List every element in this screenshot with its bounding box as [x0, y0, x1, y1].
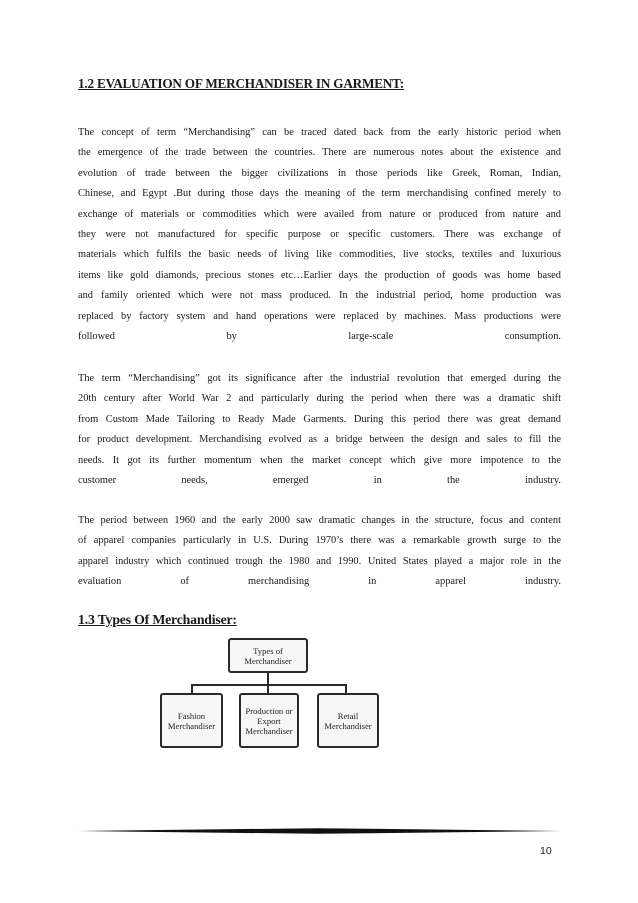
diagram-child-line: Merchandiser: [245, 725, 293, 736]
paragraph-period-1960-2000: [78, 511, 561, 593]
paragraph-line: customer needs, emerged in the industry.: [78, 475, 561, 487]
paragraph-term-significance: [78, 369, 561, 491]
paragraph-line: needs. It got its further momentum when the market concept which give more impotence to the: [78, 454, 561, 466]
paragraph-line: followed by large-scale consumption.: [78, 331, 561, 343]
paragraph-line: exchange of materials or commodities which were availed from nature or produced from nature and: [78, 208, 561, 220]
paragraph-line: for product development. Merchandising evolved as a bridge between the design and sales to fill the: [78, 434, 561, 446]
diagram-root-box: [228, 638, 308, 673]
paragraph-concept-of-merchandising: [78, 123, 561, 347]
diagram-child-line: Export: [257, 715, 281, 726]
diagram-child-line: Production or: [245, 705, 293, 716]
paragraph-line: the emergence of the trade between the countries. There are numerous notes about the existence and: [78, 147, 561, 159]
paragraph-line: replaced by factory system and hand operations were replaced by machines. Mass productions were: [78, 310, 561, 322]
paragraph-line: from Custom Made Tailoring to Ready Made Garments. During this period there was great demand: [78, 413, 561, 425]
paragraph-line: and family oriented which were not mass produced. In the industrial period, home production was: [78, 290, 561, 302]
section-heading-1-3: 1.3 Types Of Merchandiser:: [78, 612, 237, 627]
footer-divider: [78, 828, 561, 834]
paragraph-line: apparel industry which continued trough the 1980 and 1990. United States played a major role in the: [78, 555, 561, 567]
diagram-connector: [267, 684, 269, 693]
diagram-child-line: Merchandiser: [324, 720, 372, 731]
paragraph-line: materials which fulfils the basic needs of living like commodities, live stocks, textiles and luxurious: [78, 249, 561, 261]
diagram-root-line: Merchandiser: [244, 655, 292, 666]
paragraph-line: The term “Merchandising” got its significance after the industrial revolution that emerged during the: [78, 373, 561, 384]
section-heading-1-2: 1.2 EVALUATION OF MERCHANDISER IN GARMENT:: [78, 76, 404, 91]
paragraph-line: evolution of trade between the bigger civilizations in those periods like Greek, Roman, Indian,: [78, 167, 561, 179]
diagram-connector: [191, 684, 347, 686]
diagram-connector: [191, 684, 193, 693]
paragraph-line: of apparel companies particularly in U.S. During 1970’s there was a remarkable growth surge to the: [78, 535, 561, 547]
diagram-retail-merchandiser-box: [317, 693, 379, 748]
diagram-fashion-merchandiser-box: [160, 693, 223, 748]
types-of-merchandiser-diagram: [157, 627, 397, 759]
diagram-production-export-merchandiser-box: [239, 693, 299, 748]
paragraph-line: The concept of term “Merchandising” can be traced dated back from the early historic period when: [78, 127, 561, 138]
paragraph-line: evaluation of merchandising in apparel industry.: [78, 576, 561, 588]
paragraph-line: 20th century after World War 2 and particularly during the period when there was a dramatic shift: [78, 393, 561, 405]
diagram-connector: [345, 684, 347, 693]
paragraph-line: items like gold diamonds, precious stones etc…Earlier days the production of goods was home based: [78, 269, 561, 281]
diagram-child-line: Retail: [337, 710, 359, 721]
page-number: 10: [540, 845, 552, 857]
diagram-child-line: Merchandiser: [167, 720, 216, 731]
paragraph-line: The period between 1960 and the early 2000 saw dramatic changes in the structure, focus and content: [78, 515, 561, 526]
diagram-child-line: Fashion: [177, 710, 206, 721]
diagram-root-line: Types of: [253, 645, 283, 656]
paragraph-line: they were not manufactured for specific purpose or specific customers. There was exchange of: [78, 229, 561, 241]
paragraph-line: Chinese, and Egypt .But during those days the meaning of the term merchandising confined merely to: [78, 188, 561, 200]
